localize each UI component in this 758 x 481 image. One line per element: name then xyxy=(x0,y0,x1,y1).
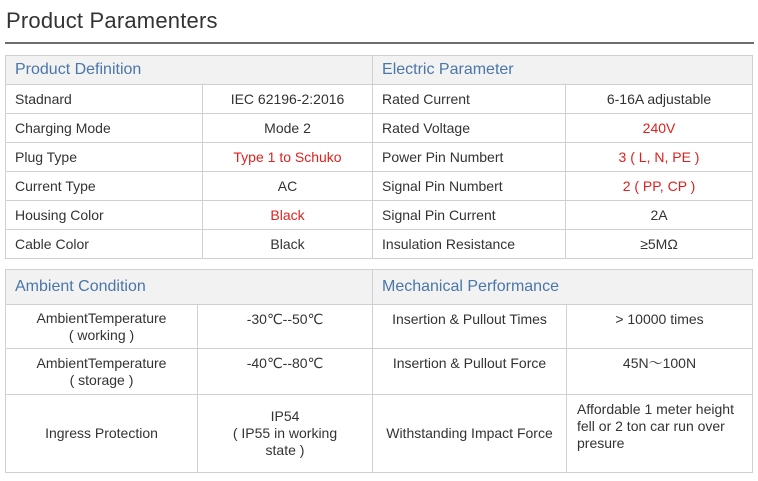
table-row xyxy=(6,395,753,473)
mechanical-value: 45N～100N xyxy=(567,349,753,395)
spec-label: Cable Color xyxy=(6,230,203,259)
spec-value: Mode 2 xyxy=(203,114,373,143)
spec-label: Power Pin Numbert xyxy=(373,143,566,172)
mechanical-value xyxy=(567,395,753,473)
ambient-value: -30℃--50℃ xyxy=(198,305,373,349)
ambient-condition-header: Ambient Condition xyxy=(6,270,373,305)
ambient-label: Ingress Protection xyxy=(6,395,198,473)
ambient-label xyxy=(6,349,198,395)
spec-label: Signal Pin Current xyxy=(373,201,566,230)
product-definition-header: Product Definition xyxy=(6,56,373,85)
spec-label: Housing Color xyxy=(6,201,203,230)
spec-label: Signal Pin Numbert xyxy=(373,172,566,201)
spec-value-highlight: 2 ( PP, CP ) xyxy=(566,172,753,201)
mechanical-value-line: Affordable 1 meter height xyxy=(577,401,734,417)
ambient-value: -40℃--80℃ xyxy=(198,349,373,395)
table-row xyxy=(6,230,753,259)
mechanical-label: Withstanding Impact Force xyxy=(373,395,567,473)
table-row xyxy=(6,85,753,114)
spec-value: AC xyxy=(203,172,373,201)
spec-label: Stadnard xyxy=(6,85,203,114)
title-divider xyxy=(5,42,754,44)
mechanical-value-line: fell or 2 ton car run over xyxy=(577,418,725,434)
table-row xyxy=(6,305,753,349)
spec-label: Insulation Resistance xyxy=(373,230,566,259)
ambient-value-line: IP54 xyxy=(270,408,300,424)
table-row xyxy=(6,172,753,201)
table-row xyxy=(6,143,753,172)
spec-value: 6-16A adjustable xyxy=(566,85,753,114)
mechanical-label: Insertion & Pullout Force xyxy=(373,349,567,395)
spec-label: Rated Voltage xyxy=(373,114,566,143)
ambient-label xyxy=(6,305,198,349)
spec-value: ≥5MΩ xyxy=(566,230,753,259)
mechanical-performance-header: Mechanical Performance xyxy=(373,270,753,305)
ambient-value-line: state ) xyxy=(265,442,305,458)
table-row xyxy=(6,114,753,143)
mechanical-value-line: presure xyxy=(577,435,625,451)
spec-value: 2A xyxy=(566,201,753,230)
spec-table xyxy=(5,55,753,259)
spec-value: Black xyxy=(203,230,373,259)
ambient-label-line: AmbientTemperature xyxy=(36,354,167,371)
spec-label: Charging Mode xyxy=(6,114,203,143)
spec-value-highlight: Black xyxy=(203,201,373,230)
electric-parameter-header: Electric Parameter xyxy=(373,56,753,85)
ambient-label-line: ( storage ) xyxy=(69,371,134,388)
ambient-table xyxy=(5,269,753,473)
ambient-value-line: ( IP55 in working xyxy=(232,425,338,441)
mechanical-label: Insertion & Pullout Times xyxy=(373,305,567,349)
spec-label: Rated Current xyxy=(373,85,566,114)
table-row xyxy=(6,349,753,395)
ambient-label-line: AmbientTemperature xyxy=(36,309,167,326)
spec-value-highlight: 3 ( L, N, PE ) xyxy=(566,143,753,172)
mechanical-value: > 10000 times xyxy=(567,305,753,349)
spec-value-highlight: 240V xyxy=(566,114,753,143)
ambient-label-line: ( working ) xyxy=(68,326,135,343)
ambient-value xyxy=(198,395,373,473)
spec-label: Plug Type xyxy=(6,143,203,172)
spec-value-highlight: Type 1 to Schuko xyxy=(203,143,373,172)
table-row xyxy=(6,201,753,230)
spec-label: Current Type xyxy=(6,172,203,201)
page-title: Product Paramenters xyxy=(6,8,218,33)
spec-value: IEC 62196-2:2016 xyxy=(203,85,373,114)
